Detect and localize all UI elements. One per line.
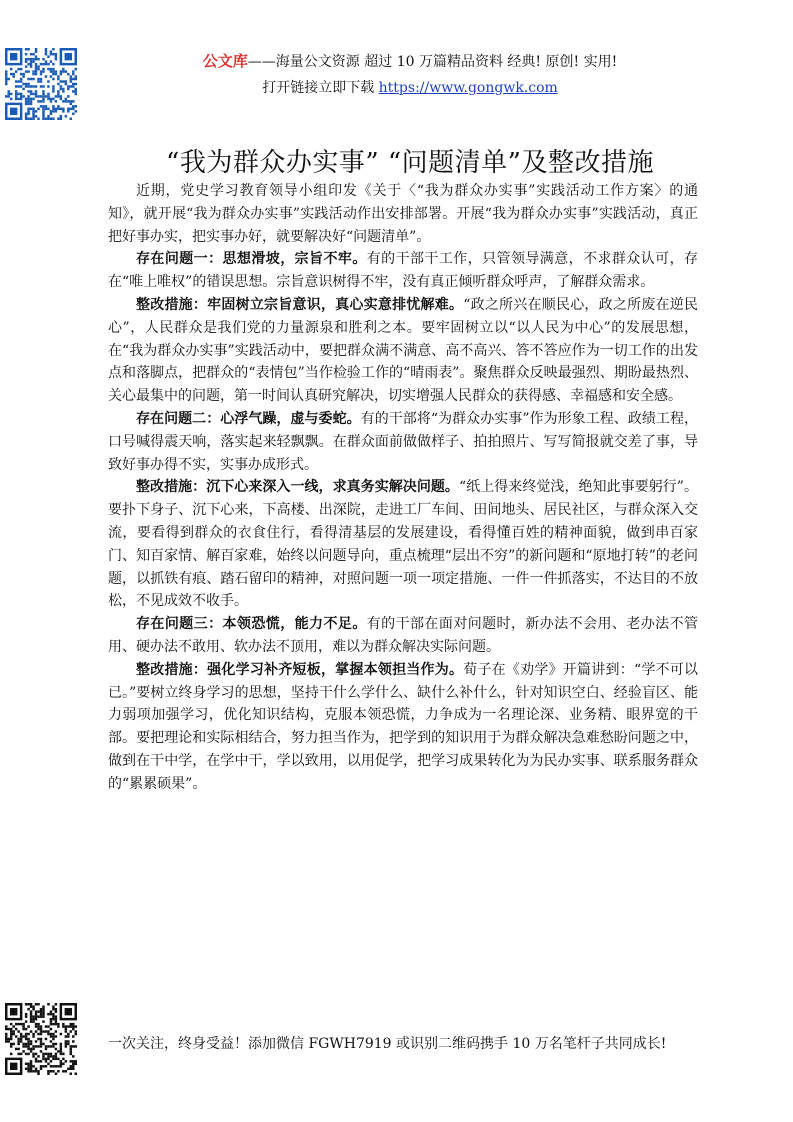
paragraph [108,613,698,659]
paragraph [108,180,698,248]
paragraph-heading: 存在问题一：思想滑坡，宗旨不牢。 [136,251,367,268]
qr-code-icon [5,48,77,120]
paragraph-heading: 存在问题二：心浮气躁，虚与委蛇。 [136,410,361,427]
header-banner [100,50,720,71]
paragraph-heading: 存在问题三：本领恐慌，能力不足。 [136,616,367,633]
paragraph-heading: 整改措施：牢固树立宗旨意识，真心实意排忧解难。 [136,296,464,313]
paragraph [108,248,698,294]
paragraph-text: 有的干部干工作，只管领导满意，不求群众认可，存在“唯上唯权”的错误思想。宗旨意识树得不牢，没有真正倾听群众呼声，了解群众需求。 [108,251,699,291]
paragraph [108,408,698,476]
paragraph-heading: 整改措施：沉下心来深入一线，求真务实解决问题。 [136,479,459,496]
paragraph [108,294,698,408]
footer-note: 一次关注，终身受益！添加微信 FGWH7919 或识别二维码携手 10 万名笔杆子共同成长! [108,1036,667,1052]
paragraph-text: “纸上得来终觉浅，绝知此事要躬行”。要扑下身子、沉下心来，下高楼、出深院，走进工厂车间、田间地头、居民社区，与群众深入交流，要看得到群众的衣食住行，看得清基层的发展建设，看得懂百姓的精神面貌，做到串百家门、知百家情、解百家难，始终以问题导向，重点梳理“层出不穷”的新问题和“原地打转”的老问题，以抓铁有痕、踏石留印的精神，对照问题一项一项定措施、一件一件抓落实，不达目的不放松，不见成效不收手。 [108,479,698,610]
header-download [100,77,720,97]
paragraph [108,659,698,796]
paragraph-heading: 整改措施：强化学习补齐短板，掌握本领担当作为。 [136,661,464,678]
header-tagline: ——海量公文资源 超过 10 万篇精品资料 经典! 原创! 实用! [247,54,618,70]
document-body [108,180,698,796]
brand-name: 公文库 [202,52,248,70]
qr-code-icon [5,1003,77,1075]
paragraph-text: “政之所兴在顺民心，政之所废在逆民心”，人民群众是我们党的力量源泉和胜利之本。要牢固树立以“以人民为中心”的发展思想，在“我为群众办实事”实践活动中，要把群众满不满意、高不高兴、答不答应作为一切工作的出发点和落脚点，把群众的“表情包”当作检验工作的“晴雨表”。聚焦群众反映最强烈、期盼最热烈、关心最集中的问题，第一时间认真研究解决，切实增强人民群众的获得感、幸福感和安全感。 [108,296,699,405]
page-title: “我为群众办实事” “问题清单”及整改措施 [166,148,654,178]
paragraph-text: 有的干部在面对问题时，新办法不会用、老办法不管用、硬办法不敢用、软办法不顶用，难以为群众解决实际问题。 [108,616,699,655]
paragraph-text: 近期，党史学习教育领导小组印发《关于〈“我为群众办实事”实践活动工作方案〉的通知》，就开展“我为群众办实事”实践活动作出安排部署。开展“我为群众办实事”实践活动，真正把好事办实，把实事办好，就要解决好“问题清单”。 [108,183,698,245]
download-link[interactable]: https://www.gongwk.com [378,80,558,96]
download-prefix: 打开链接立即下载 [262,80,379,96]
paragraph-text: 荀子在《劝学》开篇讲到：“学不可以已。”要树立终身学习的思想，坚持干什么学什么、缺什么补什么，针对知识空白、经验盲区、能力弱项加强学习，优化知识结构，克服本领恐慌，力争成为一名理论深、业务精、眼界宽的干部。要把理论和实际相结合，努力担当作为，把学到的知识用于为群众解决急难愁盼问题之中，做到在干中学，在学中干，学以致用，以用促学，把学习成果转化为为民办实事、联系服务群众的“累累硕果”。 [108,661,699,792]
paragraph-text: 有的干部将“为群众办实事”作为形象工程、政绩工程，口号喊得震天响，落实起来轻飘飘。在群众面前做做样子、拍拍照片、写写简报就交差了事，导致好事办得不实，实事办成形式。 [108,410,698,473]
paragraph [108,476,698,613]
